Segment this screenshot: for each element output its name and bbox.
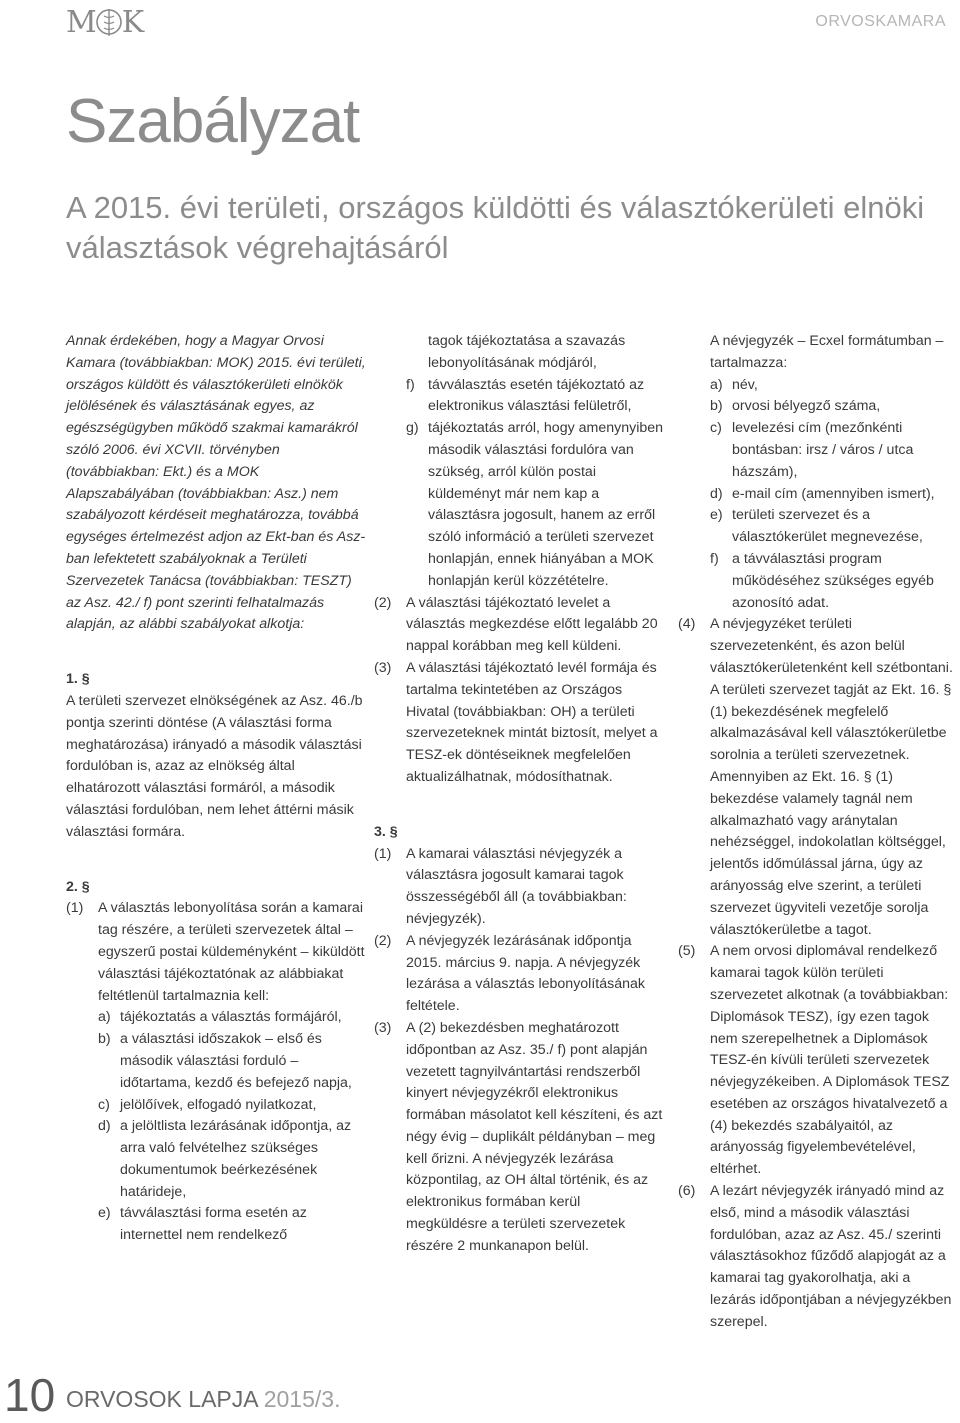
publication-name: ORVOSOK LAPJA (66, 1386, 258, 1412)
footer-publication (66, 1385, 340, 1413)
page-number: 10 (4, 1369, 56, 1421)
page-subtitle: A 2015. évi területi, országos küldötti és választókerületi elnöki választások végrehajtásáról (66, 190, 925, 265)
list-item: a) tájékoztatás a választás formájáról, (98, 1009, 342, 1026)
section-1-text: A területi szervezet elnökségének az Asz. 46./b pontja szerinti döntése (A választási forma meghatározása) irányadó a második választási fordulóban is, azaz az elnökség által elhatározott választási formáról, a második választási fordulóban, nem lehet áttérni másik választási formára. (66, 692, 363, 840)
list-item: e) területi szervezet és a választókerület megnevezése, (710, 507, 923, 546)
logo-letter-m: M (66, 4, 96, 40)
brand-label: ORVOSKAMARA (815, 13, 946, 30)
para-marker: (1) (66, 900, 84, 917)
section-3-heading: 3. § (374, 823, 398, 840)
list-item: c) jelölőívek, elfogadó nyilatkozat, (98, 1096, 317, 1113)
column-2 (374, 331, 664, 1258)
intro-paragraph: Annak érdekében, hogy a Magyar Orvosi Kamara (továbbiakban: MOK) 2015. évi területi, országos küldött és választókerületi elnökök jelölésének és választásának egyes, az egészségügyben működő szakmai kamarákról szóló 2006. évi XCVII. törvényben (továbbiakban: Ekt.) és a MOK Alapszabályában (továbbiakban: Asz.) nem szabályozott kérdéseit meghatározza, továbbá egységes értelmezést adjon az Ekt-ban és Asz-ban lefektetett szabályoknak a Területi Szervezetek Tanácsa (továbbiakban: TESZT) az Asz. 42./ f) pont szerinti felhatalmazás alapján, az alábbi szabályokat alkotja: (66, 333, 366, 633)
section-2-heading: 2. § (66, 878, 90, 895)
caduceus-icon (94, 6, 124, 38)
column-1 (66, 331, 366, 1247)
list-item: c) levelezési cím (mezőnkénti bontásban: irsz / város / utca házszám), (710, 420, 914, 480)
section-2-para-2: (2) A választási tájékoztató levelet a választás megkezdése előtt legalább 20 nappal korábban meg kell küldeni. (374, 594, 658, 655)
list-item: g) tájékoztatás arról, hogy amenynyiben második választási fordulóra van szükség, arról külön postai küldeményt már nem kap a választásra jogosult, hanem az erről szóló információ a területi szervezet honlapján, ennek hiányában a MOK honlapján kerül közzétételre. (406, 420, 664, 589)
list-item: d) a jelöltlista lezárásának időpontja, az arra való felvételhez szükséges dokumentumok beérkezésének határideje, (98, 1118, 352, 1200)
list-item: b) orvosi bélyegző száma, (710, 398, 881, 415)
registry-intro: A névjegyzék – Ecxel formátumban – tartalmazza: (710, 333, 944, 371)
section-3-para-5: (5) A nem orvosi diplomával rendelkező kamarai tagok külön területi szervezetet alkotnak (a továbbiakban: Diplomások TESZ), így ezen tagok nem szerepelhetnek a Diplomások TESZ-én kívüli területi szervezetek névjegyzékeiben. A Diplomások TESZ esetében az országos hivatalvezető a (4) bekezdés szabályaitól, az arányosság figyelembevételével, eltérhet. (678, 943, 950, 1178)
list-item: f) a távválasztási program működéséhez szükséges egyéb azonosító adat. (710, 550, 934, 611)
section-1-heading: 1. § (66, 671, 90, 688)
issue-number: 2015/3. (263, 1386, 341, 1412)
list-item: f) távválasztás esetén tájékoztató az elektronikus választási felületről, (406, 376, 645, 415)
column-3 (678, 331, 958, 1334)
section-3-para-6: (6) A lezárt névjegyzék irányadó mind az első, mind a második választási fordulóban, azaz az Asz. 45./ szerinti választásokhoz fűződő alapjogát az a kamarai tag gyakorolhatja, aki a lezárás időpontjában a névjegyzékben szerepel. (678, 1183, 952, 1330)
list-item: e) távválasztási forma esetén az internettel nem rendelkező (98, 1205, 307, 1244)
logo-letter-k: K (121, 4, 144, 40)
section-3-para-4: (4) A névjegyzéket területi szervezetenként, és azon belül választókerületenként kell szétbontani. A területi szervezet tagját az Ekt. 16. § (1) bekezdésének megfelelő alkalmazásával kell választókerületbe sorolnia a területi szervezetnek. Amennyiben az Ekt. 16. § (1) bekezdése valamely tagnál nem alkalmazható vagy aránytalan nehézséggel, indokolatlan költséggel, jelentős időmúlással járna, úgy az arányosság elve szerint, a területi szervezet ügyviteli vezetője sorolja választókerületbe a tagot. (678, 616, 953, 938)
para-text: A választás lebonyolítása során a kamarai tag részére, a területi szervezetek által – egyszerű postai küldeményként – kiküldött választási tájékoztatónak az alábbiakat feltétlenül tartalmaznia kell: (98, 900, 365, 1004)
mok-logo (66, 6, 143, 38)
list-item: b) a választási időszakok – első és második választási forduló – időtartama, kezdő és befejező napja, (98, 1031, 352, 1091)
list-item: d) e-mail cím (amennyiben ismert), (710, 485, 935, 502)
list-item: tagok tájékoztatása a szavazás lebonyolításának módjáról, (428, 333, 626, 371)
page-title: Szabályzat (66, 87, 360, 156)
section-2-para-3: (3) A választási tájékoztató levél formája és tartalma tekintetében az Országos Hivatal (továbbiakban: OH) a területi szervezeteknek mintát biztosít, melyet a TESZ-ek döntéseiknek megfelelően aktualizálhatnak, módosíthatnak. (374, 659, 658, 785)
section-2-para-1 (66, 898, 366, 1007)
section-3-para-2: (2) A névjegyzék lezárásának időpontja 2015. március 9. napja. A névjegyzék lezárása a választás lebonyolításának feltétele. (374, 932, 645, 1015)
section-3-para-3: (3) A (2) bekezdésben meghatározott időpontban az Asz. 35./ f) pont alapján vezetett tagnyilvántartási rendszerből kinyert névjegyzékről elektronikus formában másolatot kell készíteni, és azt négy évig – duplikált példányban – meg kell őrizni. A névjegyzék lezárása központilag, az OH által történik, és az elektronikus formában kerül megküldésre a területi szervezetek részére 2 munkanapon belül. (374, 1019, 663, 1254)
section-3-para-1: (1) A kamarai választási névjegyzék a választásra jogosult kamarai tagok összességéből áll (a továbbiakban: névjegyzék). (374, 845, 627, 927)
list-item: a) név, (710, 376, 758, 393)
